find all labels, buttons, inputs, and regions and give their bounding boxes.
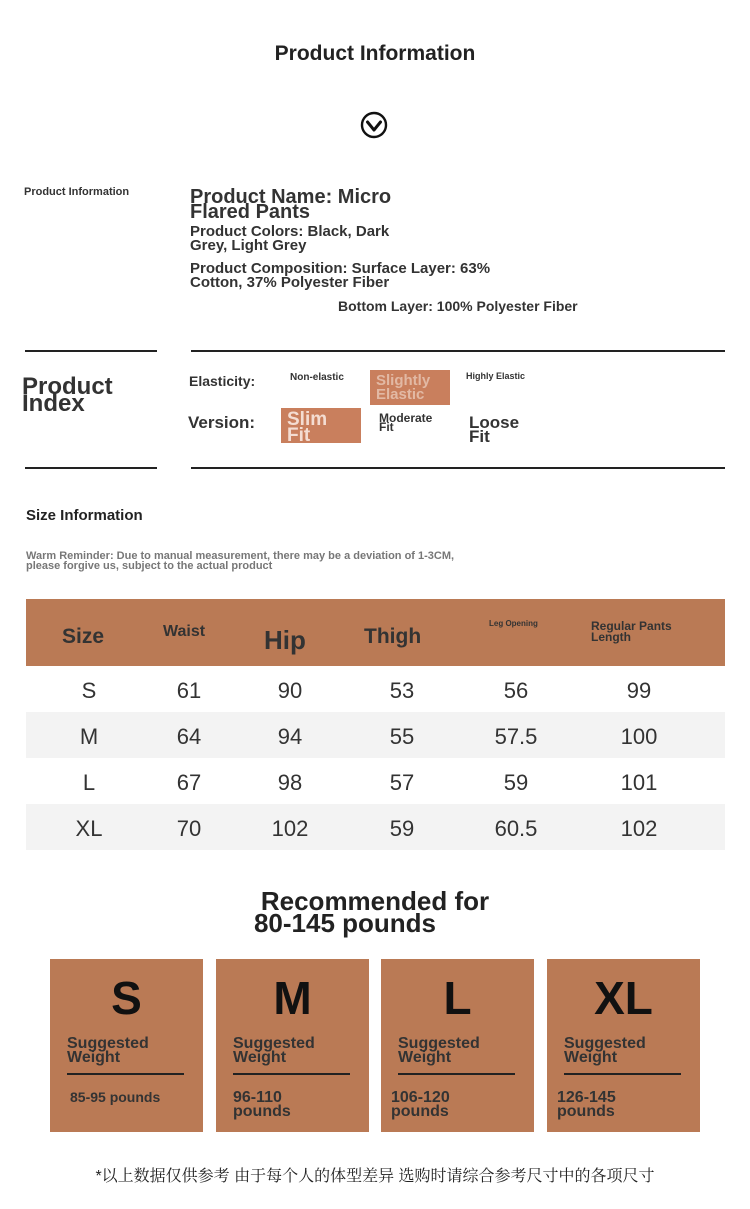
size-info-title: Size Information xyxy=(26,507,143,524)
table-cell: 102 xyxy=(271,816,309,841)
table-cell: 60.5 xyxy=(494,816,538,841)
table-cell: 98 xyxy=(277,770,303,795)
table-cell: 64 xyxy=(176,724,202,749)
suggested-weight-value: 96-110 pounds xyxy=(233,1089,291,1120)
table-body xyxy=(26,666,725,850)
size-card-letter: L xyxy=(443,972,472,1024)
card-divider xyxy=(233,1073,350,1075)
warm-reminder: Warm Reminder: Due to manual measurement, there may be a deviation of 1-3CM, please forgive us, subject to the actual product xyxy=(26,550,455,572)
page-title: Product Information xyxy=(274,42,476,65)
col-header-hip: Hip xyxy=(264,625,306,655)
table-cell: M xyxy=(79,724,99,749)
table-cell: 59 xyxy=(389,816,415,841)
elasticity-option-non: Non-elastic xyxy=(290,372,344,383)
col-header-pants-length: Regular Pants Length xyxy=(591,619,672,644)
col-header-waist: Waist xyxy=(163,623,206,640)
chevron-down-icon xyxy=(360,111,388,139)
col-header-leg-opening: Leg Opening xyxy=(489,619,538,628)
divider-right-top xyxy=(191,350,725,352)
divider-left-bottom xyxy=(25,467,157,469)
product-bottom-layer: Bottom Layer: 100% Polyester Fiber xyxy=(338,298,578,314)
product-info-side-label: Product Information xyxy=(24,186,130,198)
suggested-weight-label: Suggested Weight xyxy=(398,1035,480,1066)
footnote: *以上数据仅供参考 由于每个人的体型差异 选购时请综合参考尺寸中的各项尺寸 xyxy=(95,1168,655,1185)
size-card-letter: M xyxy=(273,972,312,1024)
version-option-slim: Slim Fit xyxy=(281,408,361,443)
elasticity-label: Elasticity: xyxy=(189,373,256,389)
elasticity-option-slight: Slightly Elastic xyxy=(370,370,450,405)
version-option-moderate: Moderate Fit xyxy=(379,411,433,434)
version-label: Version: xyxy=(188,413,256,432)
divider-left-top xyxy=(25,350,157,352)
recommendation-title xyxy=(0,886,750,938)
card-divider xyxy=(564,1073,681,1075)
suggested-weight-label: Suggested Weight xyxy=(67,1035,149,1066)
table-cell: 57.5 xyxy=(494,724,538,749)
table-row xyxy=(26,712,725,758)
table-cell: 57 xyxy=(389,770,415,795)
suggested-weight-value: 126-145 pounds xyxy=(557,1089,616,1120)
table-cell: 59 xyxy=(503,770,529,795)
table-cell: 100 xyxy=(620,724,658,749)
table-cell: 67 xyxy=(176,770,202,795)
table-row xyxy=(26,804,725,850)
col-header-size: Size xyxy=(62,625,105,648)
table-cell: 70 xyxy=(176,816,202,841)
table-cell: L xyxy=(82,770,96,795)
size-table xyxy=(26,599,725,850)
table-cell: 99 xyxy=(626,678,652,703)
recommendation-title-line2: 80-145 pounds xyxy=(253,908,437,938)
table-cell: 53 xyxy=(389,678,415,703)
table-cell: 90 xyxy=(277,678,303,703)
table-cell: 56 xyxy=(503,678,529,703)
table-row xyxy=(26,666,725,712)
table-cell: 94 xyxy=(277,724,303,749)
table-cell: 102 xyxy=(620,816,658,841)
size-card-letter: XL xyxy=(594,972,653,1024)
suggested-weight-label: Suggested Weight xyxy=(564,1035,646,1066)
product-colors: Product Colors: Black, Dark Grey, Light Grey xyxy=(190,223,390,254)
version-option-loose: Loose Fit xyxy=(469,413,520,446)
elasticity-option-high: Highly Elastic xyxy=(466,371,526,381)
divider-right-bottom xyxy=(191,467,725,469)
card-divider xyxy=(398,1073,515,1075)
product-composition: Product Composition: Surface Layer: 63% Cotton, 37% Polyester Fiber xyxy=(190,260,491,291)
col-header-thigh: Thigh xyxy=(364,625,422,648)
suggested-weight-label: Suggested Weight xyxy=(233,1035,315,1066)
recommendation-title-line1: Recommended for xyxy=(260,886,490,916)
size-card-s xyxy=(50,959,203,1132)
table-cell: S xyxy=(81,678,97,703)
table-header xyxy=(26,599,725,666)
table-cell: 101 xyxy=(620,770,658,795)
suggested-weight-value: 85-95 pounds xyxy=(70,1089,161,1105)
size-card-xl xyxy=(547,959,700,1132)
size-card-letter: S xyxy=(111,972,142,1024)
size-card-m xyxy=(216,959,369,1132)
table-cell: 55 xyxy=(389,724,415,749)
size-card-l xyxy=(381,959,534,1132)
suggested-weight-value: 106-120 pounds xyxy=(391,1089,450,1120)
card-divider xyxy=(67,1073,184,1075)
table-row xyxy=(26,758,725,804)
product-name: Product Name: Micro Flared Pants xyxy=(190,186,392,223)
table-cell: 61 xyxy=(176,678,202,703)
table-cell: XL xyxy=(75,816,103,841)
product-index-label: Product Index xyxy=(22,373,113,417)
